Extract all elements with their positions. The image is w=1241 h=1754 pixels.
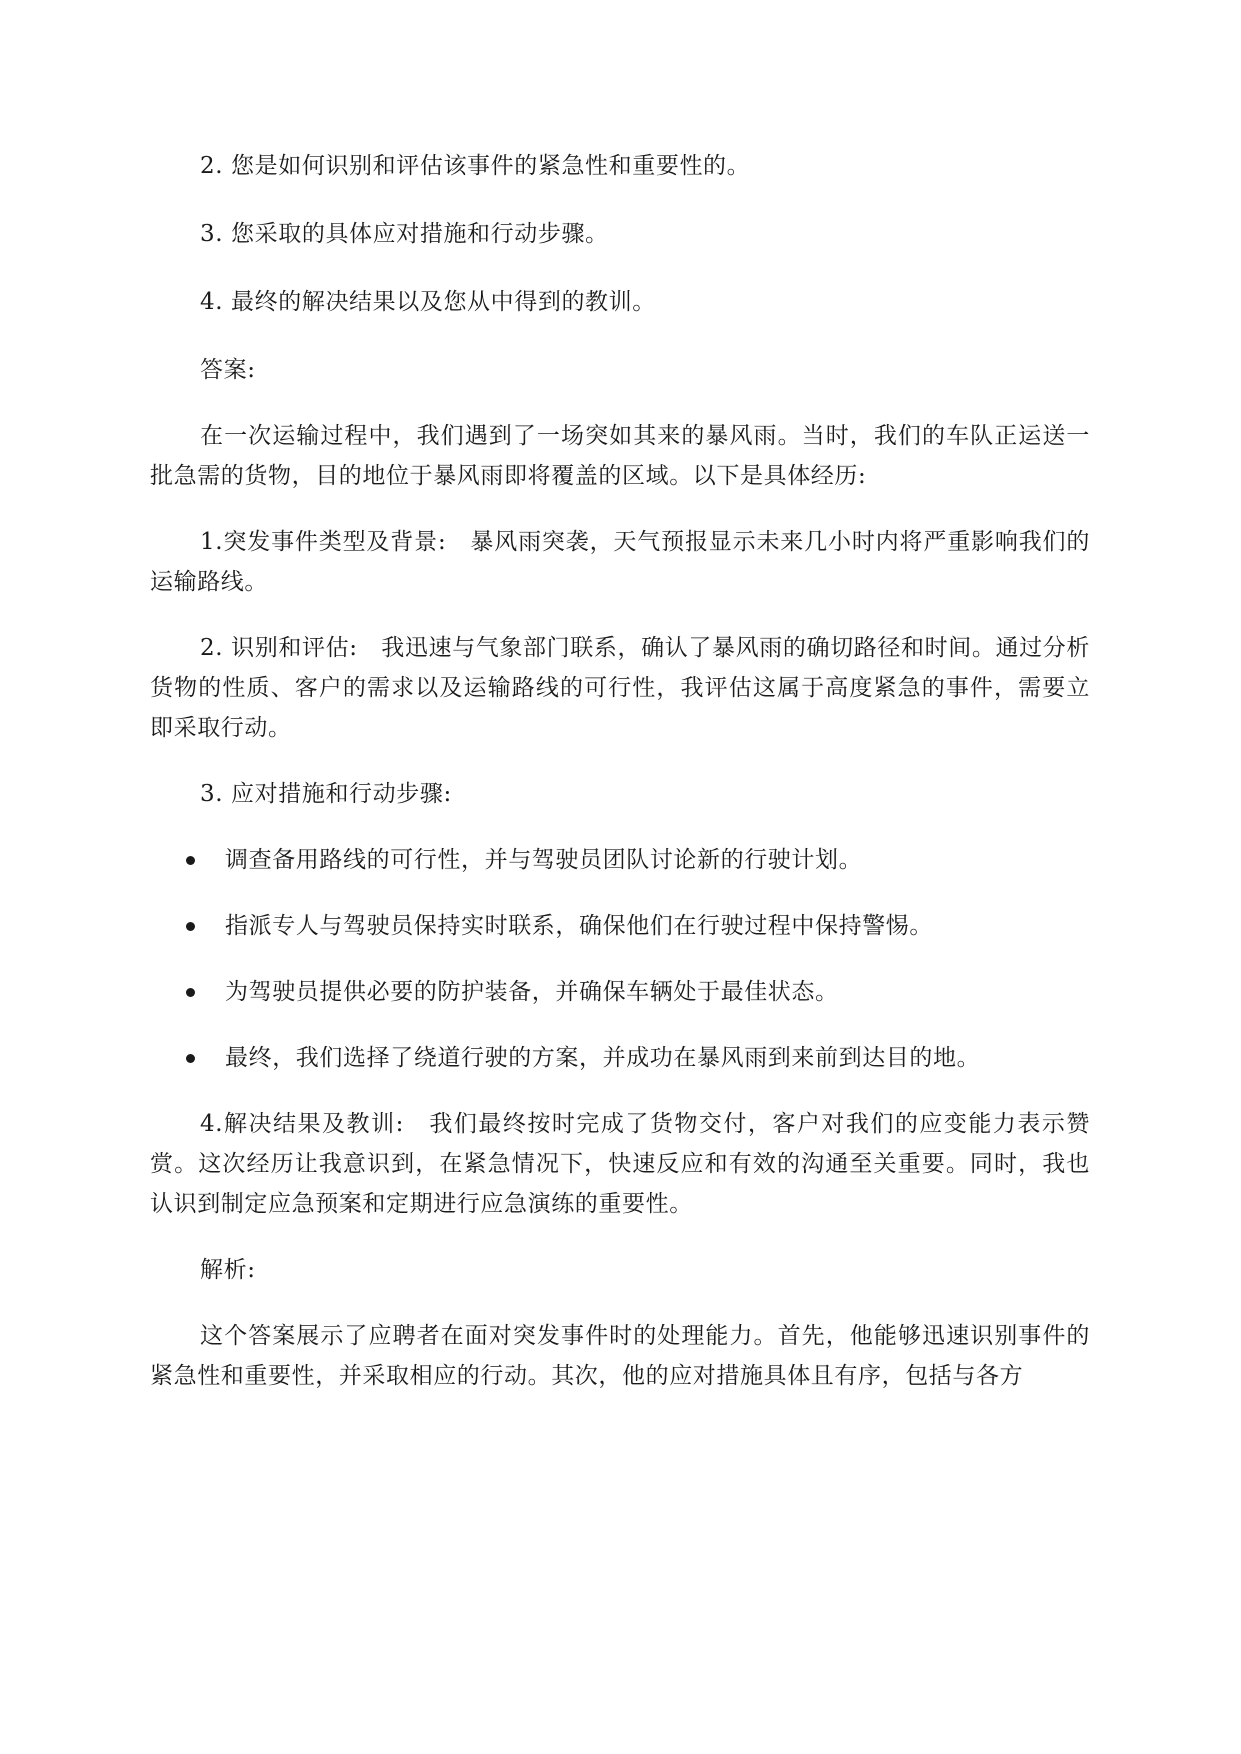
list-item-text: 最终，我们选择了绕道行驶的方案，并成功在暴风雨到来前到达目的地。 (225, 1045, 981, 1071)
list-item-text: 调查备用路线的可行性，并与驾驶员团队讨论新的行驶计划。 (225, 847, 863, 873)
list-item-text: 指派专人与驾驶员保持实时联系，确保他们在行驶过程中保持警惕。 (225, 913, 933, 939)
answer-point-1: 1.突发事件类型及背景: 暴风雨突袭，天气预报显示未来几小时内将严重影响我们的运输路线。 (150, 529, 1090, 595)
bullet-icon (186, 1054, 195, 1063)
bullet-icon (186, 988, 195, 997)
action-steps-list (150, 840, 1090, 1078)
answer-label: 答案: (200, 357, 256, 383)
list-item (150, 840, 1090, 880)
question-3: 3. 您采取的具体应对措施和行动步骤。 (200, 221, 609, 247)
bullet-icon (186, 922, 195, 931)
answer-intro: 在一次运输过程中，我们遇到了一场突如其来的暴风雨。当时，我们的车队正运送一批急需的货物，目的地位于暴风雨即将覆盖的区域。以下是具体经历: (150, 423, 1090, 489)
list-item-text: 为驾驶员提供必要的防护装备，并确保车辆处于最佳状态。 (225, 979, 839, 1005)
answer-point-2: 2. 识别和评估: 我迅速与气象部门联系，确认了暴风雨的确切路径和时间。通过分析货物的性质、客户的需求以及运输路线的可行性，我评估这属于高度紧急的事件，需要立即采取行动。 (150, 635, 1090, 741)
analysis-text: 这个答案展示了应聘者在面对突发事件时的处理能力。首先，他能够迅速识别事件的紧急性和重要性，并采取相应的行动。其次，他的应对措施具体且有序，包括与各方 (150, 1323, 1090, 1389)
list-item (150, 972, 1090, 1012)
answer-point-4: 4.解决结果及教训: 我们最终按时完成了货物交付，客户对我们的应变能力表示赞赏。这次经历让我意识到，在紧急情况下，快速反应和有效的沟通至关重要。同时，我也认识到制定应急预案和定期进行应急演练的重要性。 (150, 1111, 1090, 1217)
question-4: 4. 最终的解决结果以及您从中得到的教训。 (200, 289, 656, 315)
document-body (150, 146, 1090, 1422)
list-item (150, 1038, 1090, 1078)
bullet-icon (186, 856, 195, 865)
list-item (150, 906, 1090, 946)
question-2: 2. 您是如何识别和评估该事件的紧急性和重要性的。 (200, 153, 751, 179)
analysis-label: 解析: (200, 1257, 256, 1283)
answer-point-3-title: 3. 应对措施和行动步骤: (200, 781, 452, 807)
